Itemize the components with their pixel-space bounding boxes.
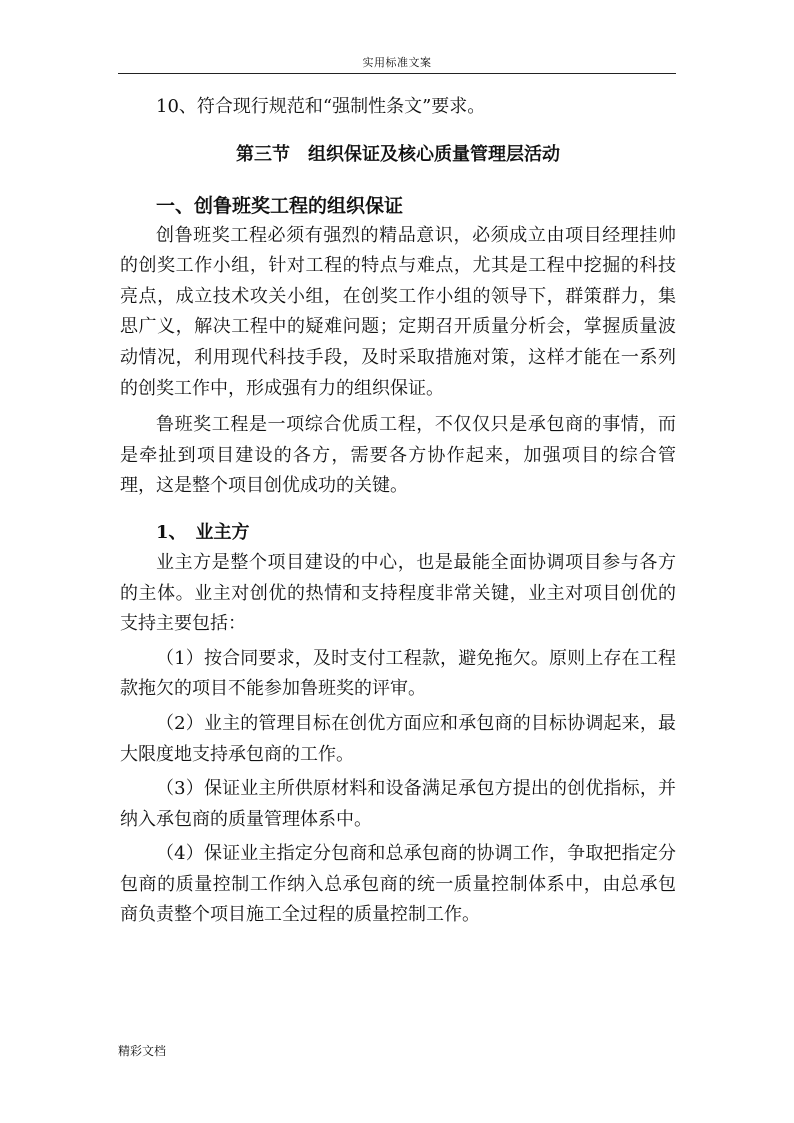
page-header: 实用标准文案 [362, 56, 432, 69]
list-item: （2）业主的管理目标在创优方面应和承包商的目标协调起来，最大限度地支持承包商的工作。 [120, 712, 676, 765]
list-item: （4）保证业主指定分包商和总承包商的协调工作，争取把指定分包商的质量控制工作纳入总承包商的统一质量控制体系中，由总承包商负责整个项目施工全过程的质量控制工作。 [120, 843, 676, 926]
section-title: 第三节 组织保证及核心质量管理层活动 [236, 143, 560, 165]
heading-organization-guarantee: 一、创鲁班奖工程的组织保证 [156, 194, 404, 217]
paragraph-organization: 创鲁班奖工程必须有强烈的精品意识，必须成立由项目经理挂帅的创奖工作小组，针对工程的特点与难点，尤其是工程中挖掘的科技亮点，成立技术攻关小组，在创奖工作小组的领导下，群策群力，集思广义，解决工程中的疑难问题；定期召开质量分析会，掌握质量波动情况，利用现代科技手段，及时采取措施对策，这样才能在一系列的创奖工作中，形成强有力的组织保证。 [120, 224, 676, 399]
header-rule [118, 73, 676, 74]
paragraph-comprehensive: 鲁班奖工程是一项综合优质工程，不仅仅只是承包商的事情，而是牵扯到项目建设的各方，需要各方协作起来，加强项目的综合管理，这是整个项目创优成功的关键。 [120, 414, 676, 497]
page-footer: 精彩文档 [118, 1044, 167, 1058]
requirement-line-10: 10、符合现行规范和“强制性条文”要求。 [156, 96, 486, 117]
document-body [120, 92, 676, 931]
list-item: （3）保证业主所供原材料和设备满足承包方提出的创优指标，并纳入承包商的质量管理体系中。 [120, 778, 676, 830]
list-item: （1）按合同要求，及时支付工程款，避免拖欠。原则上存在工程款拖欠的项目不能参加鲁班奖的评审。 [120, 647, 676, 700]
paragraph-owner: 业主方是整个项目建设的中心，也是最能全面协调项目参与各方的主体。业主对创优的热情和支持程度非常关键，业主对项目创优的支持主要包括： [120, 551, 676, 635]
heading-owner: 1、 业主方 [156, 521, 250, 543]
